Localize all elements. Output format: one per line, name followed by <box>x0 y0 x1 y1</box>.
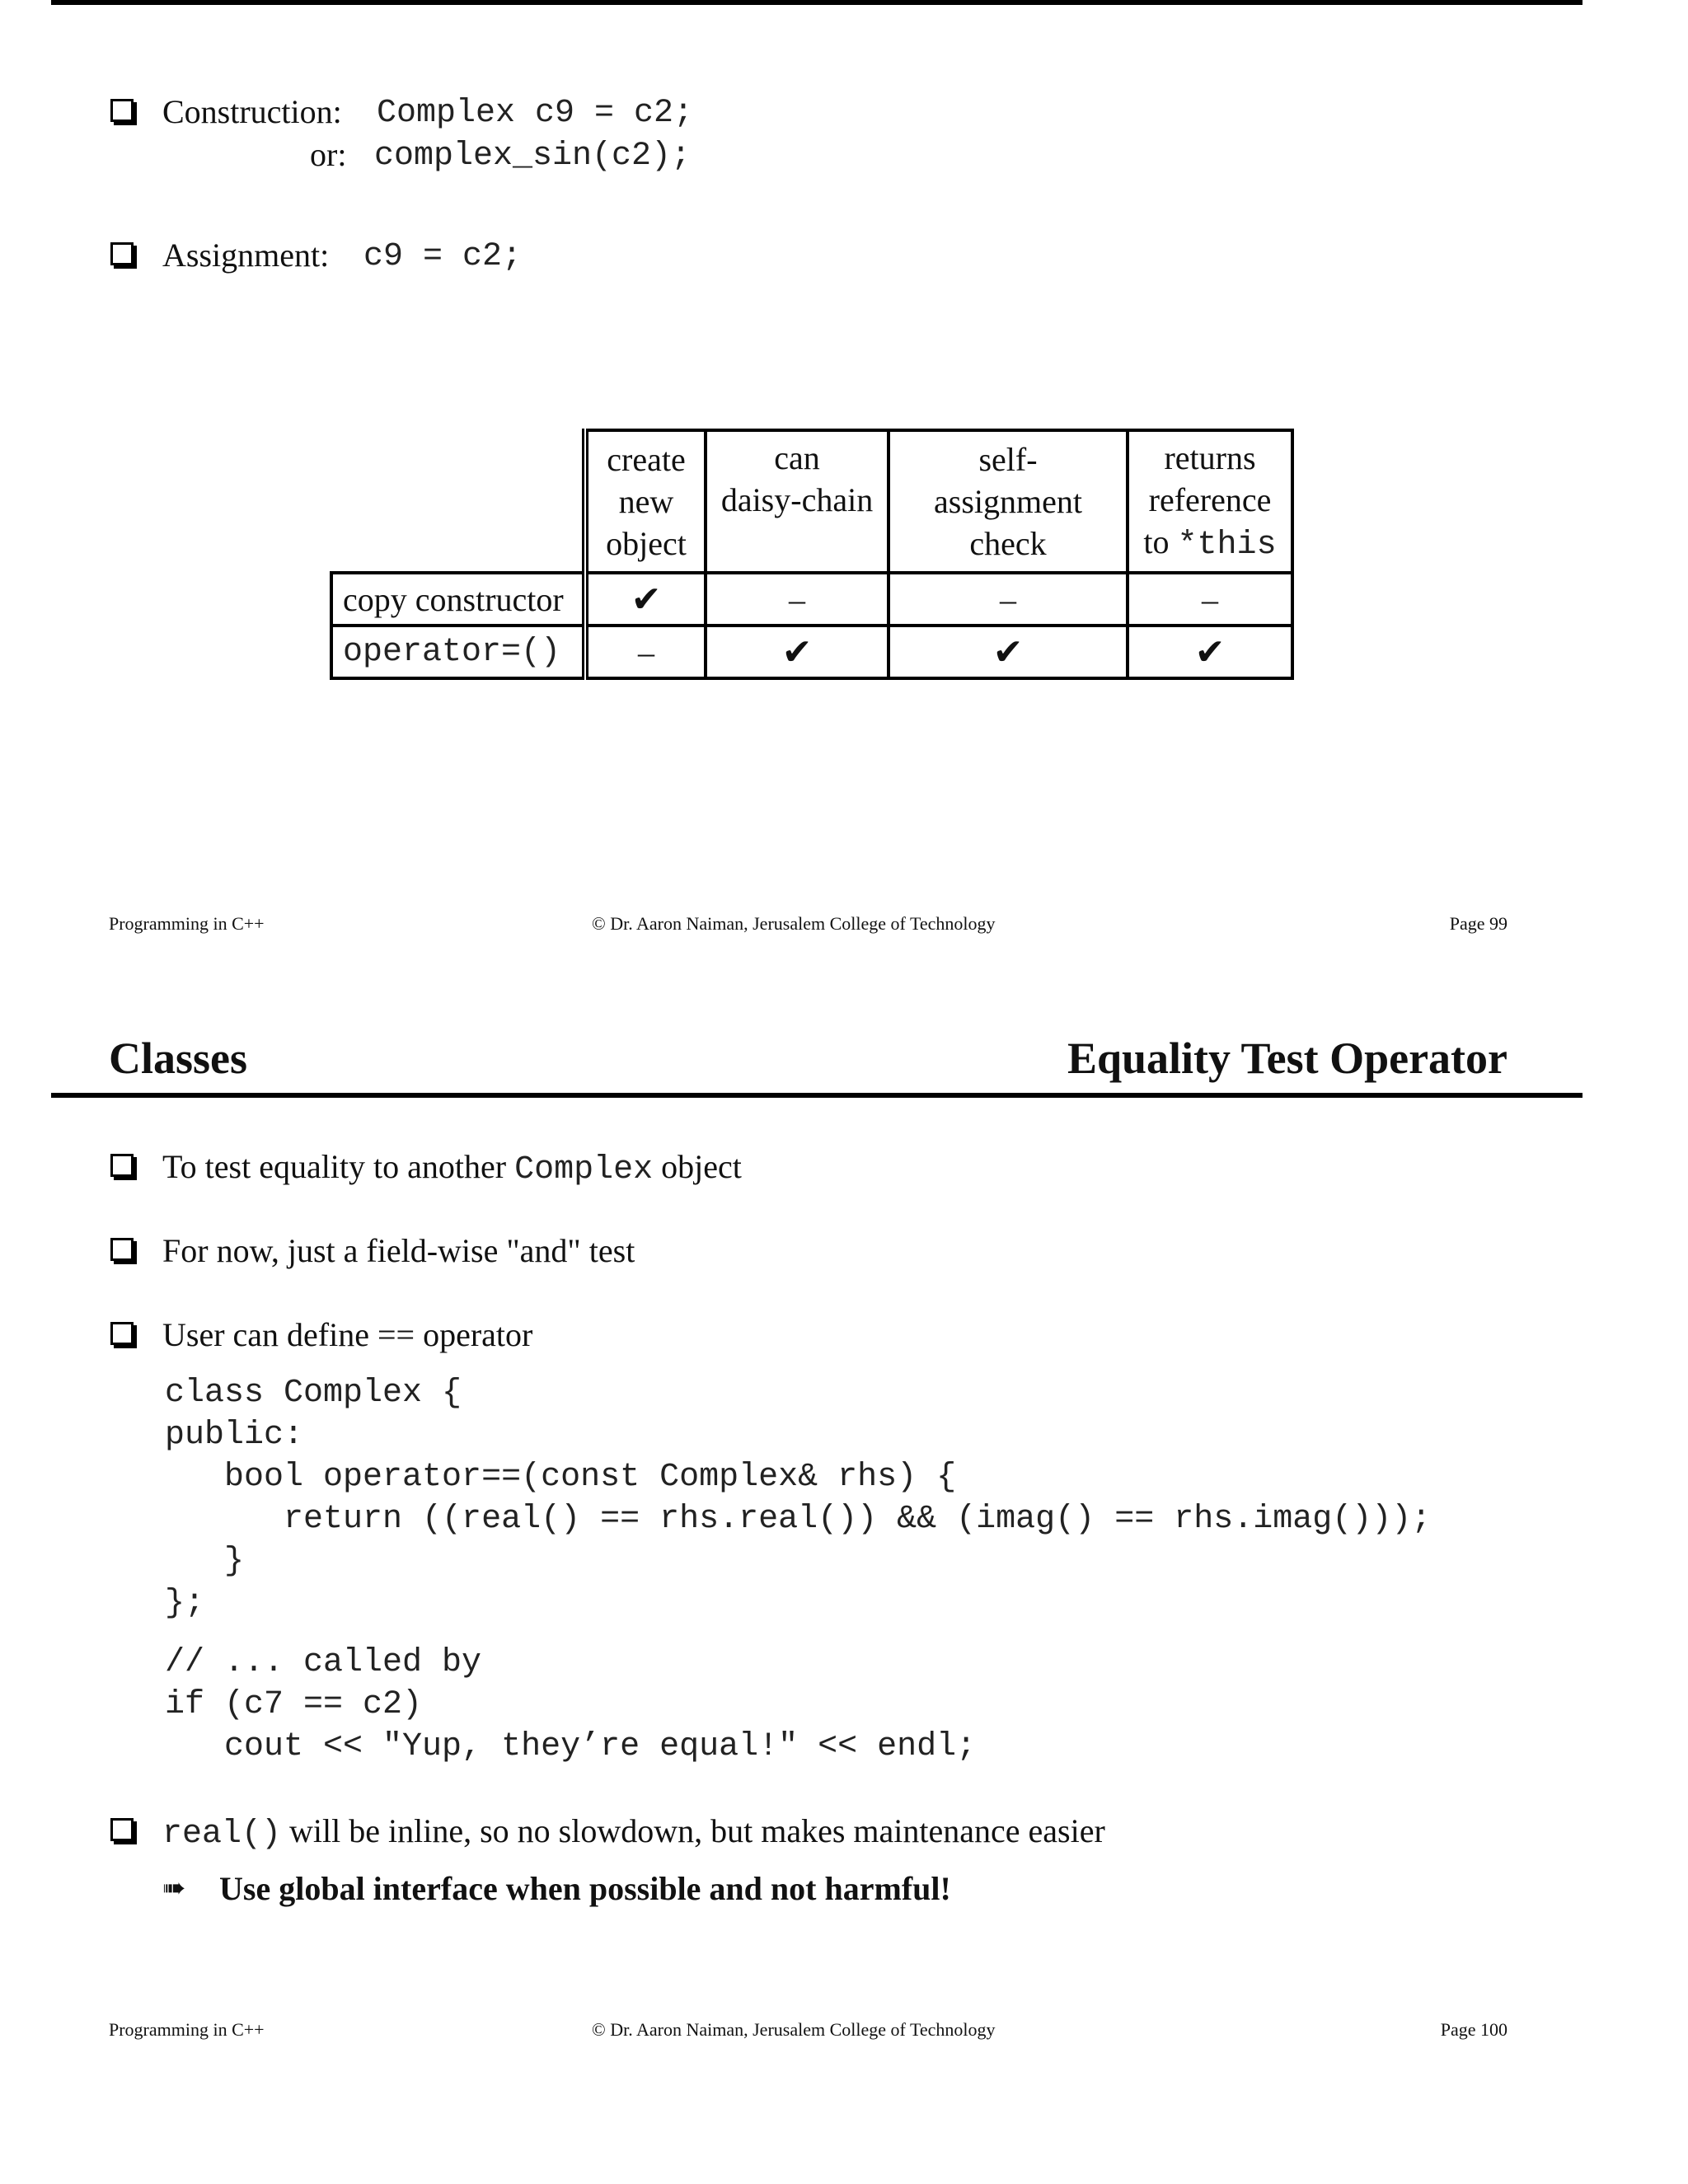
footer-left: Programming in C++ <box>109 913 265 934</box>
table-cell: – <box>585 626 706 678</box>
header-create-new-object <box>585 430 706 573</box>
table-cell: – <box>706 573 889 626</box>
bullet-inline-text <box>162 1810 1105 1856</box>
header-line: object <box>606 525 687 562</box>
bullet-square-icon <box>110 242 134 265</box>
bullet-square-icon <box>110 1322 134 1345</box>
header-line: returns <box>1164 439 1256 476</box>
top-rule <box>51 0 1582 5</box>
comparison-table <box>330 429 1294 680</box>
table-cell: – <box>889 573 1128 626</box>
complex-code: Complex <box>514 1151 654 1188</box>
row-label-copy-constructor: copy constructor <box>331 573 585 626</box>
assignment-label: Assignment: <box>162 237 330 274</box>
code-line: if (c7 == c2) <box>165 1686 423 1723</box>
header-line: assignment <box>934 483 1082 520</box>
footer-page-number: Page 100 <box>1440 2019 1507 2040</box>
real-code: real() <box>162 1816 282 1853</box>
header-line: check <box>969 525 1047 562</box>
header-line: create <box>607 441 686 478</box>
bullet-square-icon <box>110 99 134 122</box>
table-row <box>331 573 1292 626</box>
table-row <box>331 626 1292 678</box>
text: To test equality to another <box>162 1148 515 1185</box>
footer-page-number: Page 99 <box>1449 913 1507 934</box>
title-rule <box>51 1093 1582 1098</box>
bullet-define-operator-text: User can define == operator <box>162 1316 533 1353</box>
section-title: Classes <box>109 1033 248 1083</box>
text: will be inline, so no slowdown, but makes maintenance easier <box>281 1812 1105 1849</box>
table-cell: ✔ <box>585 573 706 626</box>
header-line: self- <box>978 441 1038 478</box>
code-line: // ... called by <box>165 1644 482 1681</box>
page-title: Equality Test Operator <box>1067 1033 1507 1083</box>
this-code: *this <box>1177 527 1277 564</box>
code-line: } <box>165 1543 245 1580</box>
header-line: can <box>774 439 820 476</box>
bullet-equality-text <box>162 1146 742 1192</box>
code-line: bool operator==(const Complex& rhs) { <box>165 1459 957 1496</box>
bullet-square-icon <box>110 1818 134 1841</box>
construction-code: Complex c9 = c2; <box>377 95 694 132</box>
arrow-icon: ➠ <box>162 1873 186 1904</box>
table-cell: – <box>1128 573 1292 626</box>
header-self-assignment-check <box>889 430 1128 573</box>
construction-label: Construction: <box>162 93 342 130</box>
code-line: cout << "Yup, they’re equal!" << endl; <box>165 1728 977 1765</box>
table-corner <box>331 430 585 573</box>
bullet-square-icon <box>110 1154 134 1177</box>
bullet-square-icon <box>110 1238 134 1261</box>
table-cell: ✔ <box>1128 626 1292 678</box>
header-line: new <box>618 483 674 520</box>
table-header-row <box>331 430 1292 573</box>
header-returns-reference <box>1128 430 1292 573</box>
code-line: }; <box>165 1585 205 1622</box>
bullet-fieldwise-text: For now, just a field-wise "and" test <box>162 1232 635 1269</box>
emphasis-text: Use global interface when possible and not harmful! <box>219 1870 951 1907</box>
header-line: daisy-chain <box>720 481 874 518</box>
text: object <box>653 1148 742 1185</box>
header-text: to <box>1143 523 1178 560</box>
footer-center: © Dr. Aaron Naiman, Jerusalem College of Technology <box>592 913 996 934</box>
header-line <box>1136 521 1284 566</box>
footer-center: © Dr. Aaron Naiman, Jerusalem College of Technology <box>592 2019 996 2040</box>
header-line: reference <box>1148 481 1272 518</box>
assignment-code: c9 = c2; <box>363 238 523 275</box>
row-label-operator-assign: operator=() <box>331 626 585 678</box>
table-cell: ✔ <box>889 626 1128 678</box>
header-daisy-chain <box>706 430 889 573</box>
construction-or-code: complex_sin(c2); <box>374 138 692 175</box>
code-line: class Complex { <box>165 1375 462 1412</box>
footer-left: Programming in C++ <box>109 2019 265 2040</box>
table-cell: ✔ <box>706 626 889 678</box>
construction-or-label: or: <box>310 136 347 173</box>
code-line: return ((real() == rhs.real()) && (imag() == rhs.imag())); <box>165 1501 1432 1538</box>
code-line: public: <box>165 1417 304 1454</box>
